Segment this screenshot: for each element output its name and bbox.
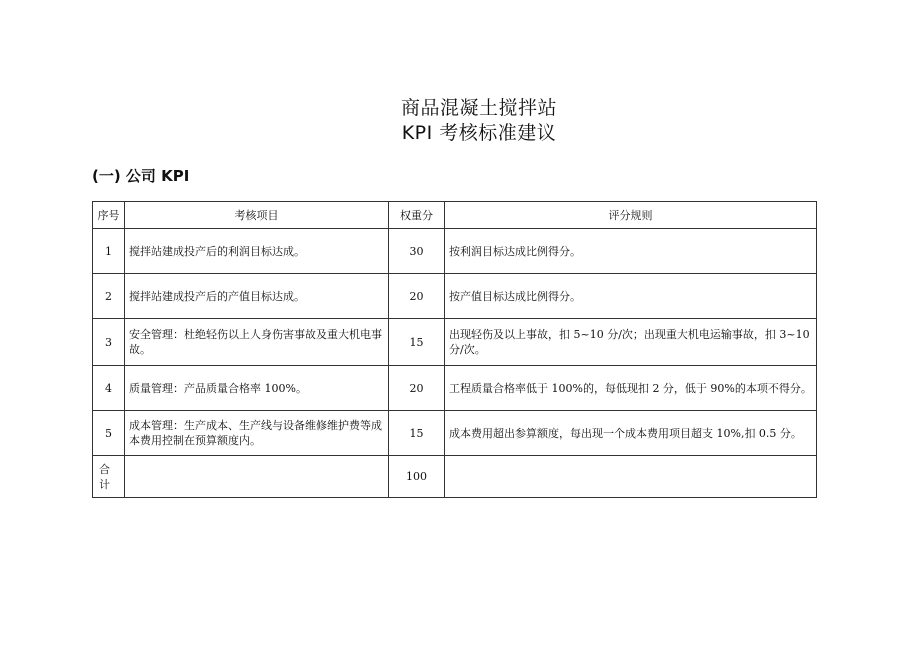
row-no: 1 [93, 229, 125, 274]
section-heading: (一) 公司 KPI [92, 167, 190, 185]
table-header-row [93, 202, 817, 229]
header-weight: 权重分 [389, 202, 445, 229]
table-row [93, 366, 817, 411]
row-no: 4 [93, 366, 125, 411]
header-no: 序号 [93, 202, 125, 229]
row-item: 安全管理：杜绝轻伤以上人身伤害事故及重大机电事故。 [125, 319, 389, 366]
row-item: 质量管理：产品质量合格率 100%。 [125, 366, 389, 411]
row-item: 成本管理：生产成本、生产线与设备维修维护费等成本费用控制在预算额度内。 [125, 411, 389, 456]
row-no: 2 [93, 274, 125, 319]
row-no: 3 [93, 319, 125, 366]
table-row [93, 319, 817, 366]
row-weight: 20 [389, 366, 445, 411]
row-rule: 按产值目标达成比例得分。 [445, 274, 817, 319]
row-weight: 20 [389, 274, 445, 319]
title-line-1: 商品混凝土搅拌站 [400, 97, 557, 119]
row-rule: 工程质量合格率低于 100%的，每低现扣 2 分，低于 90%的本项不得分。 [445, 366, 817, 411]
total-rule [445, 456, 817, 498]
row-weight: 15 [389, 411, 445, 456]
total-item [125, 456, 389, 498]
row-weight: 30 [389, 229, 445, 274]
row-rule: 按利润目标达成比例得分。 [445, 229, 817, 274]
document-title [0, 96, 920, 146]
total-row [93, 456, 817, 498]
row-weight: 15 [389, 319, 445, 366]
kpi-table [92, 201, 817, 498]
table-row [93, 411, 817, 456]
header-rule: 评分规则 [445, 202, 817, 229]
row-item: 搅拌站建成投产后的产值目标达成。 [125, 274, 389, 319]
title-line-2: KPI 考核标准建议 [401, 122, 557, 144]
header-item: 考核项目 [125, 202, 389, 229]
table-row [93, 274, 817, 319]
row-no: 5 [93, 411, 125, 456]
table-row [93, 229, 817, 274]
row-item: 搅拌站建成投产后的利润目标达成。 [125, 229, 389, 274]
total-label: 合计 [93, 456, 125, 498]
row-rule: 出现轻伤及以上事故，扣 5~10 分/次；出现重大机电运输事故，扣 3~10 分/次。 [445, 319, 817, 366]
row-rule: 成本费用超出参算额度，每出现一个成本费用项目超支 10%,扣 0.5 分。 [445, 411, 817, 456]
total-weight: 100 [389, 456, 445, 498]
